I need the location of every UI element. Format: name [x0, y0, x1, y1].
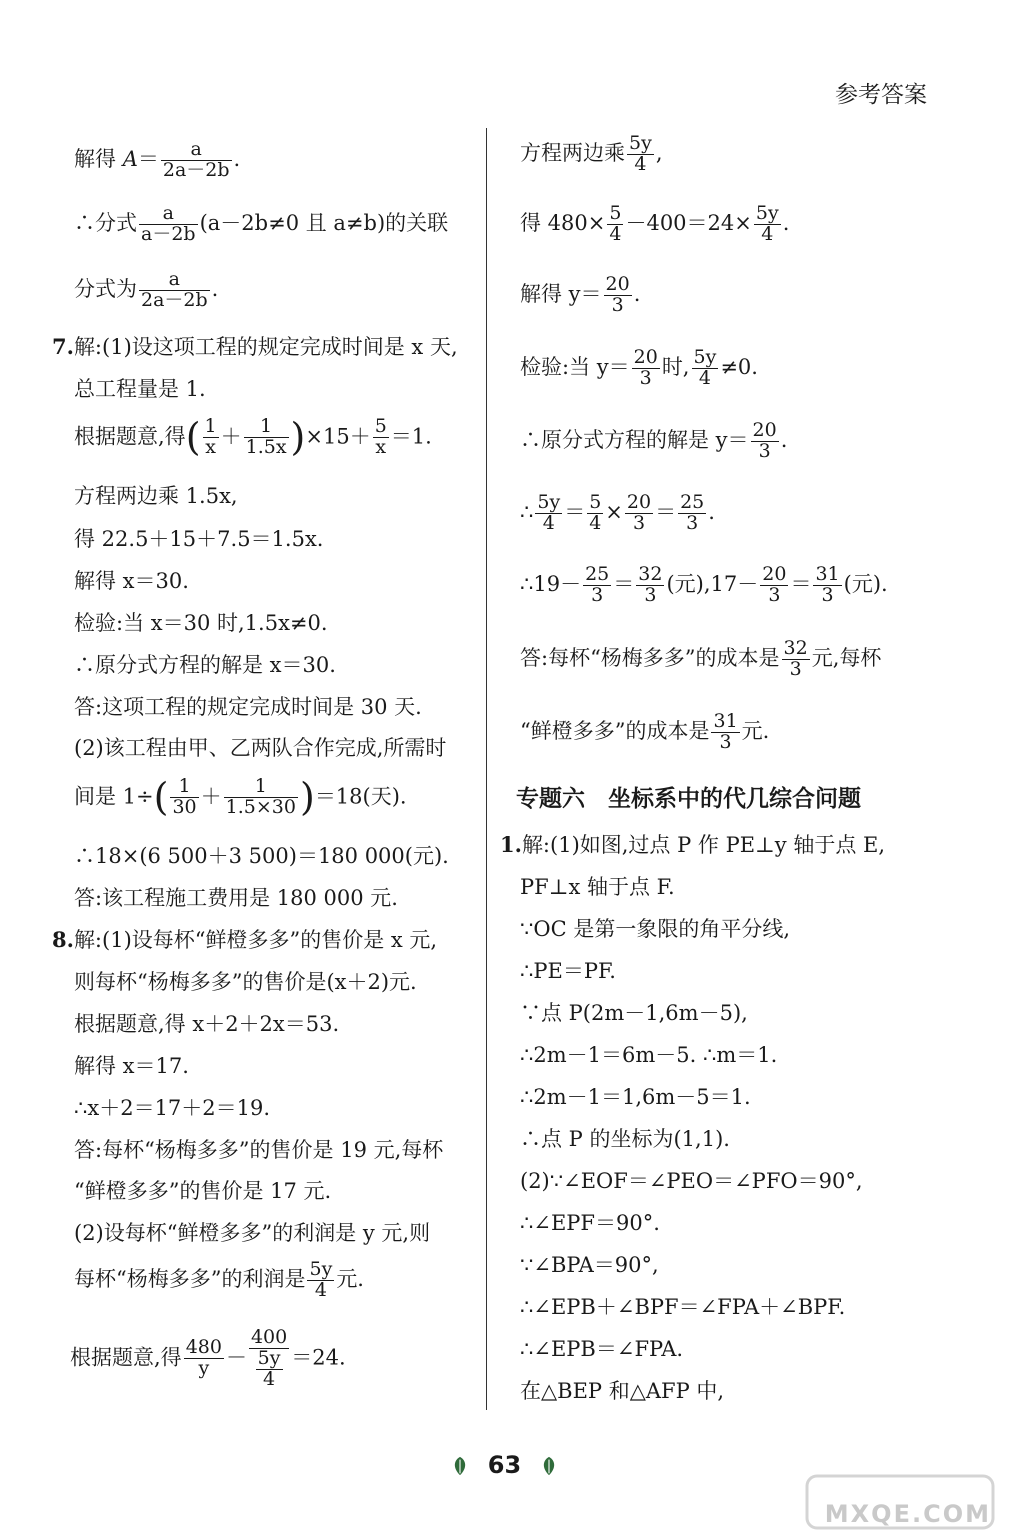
fraction: $\frac{20}{3}$ — [633, 346, 658, 389]
fraction: $\frac{a}{2a-2b}$ — [162, 138, 230, 181]
line-solution-y: ∴原分式方程的解是 y＝ $\frac{20}{3}$ . — [520, 419, 788, 462]
fraction: $\frac{a}{2a-2b}$ — [141, 268, 208, 311]
fraction: $\frac{5}{4}$ — [589, 491, 602, 534]
fraction: $\frac{1}{30}$ — [172, 775, 197, 819]
line-related-fraction: 分式为 $\frac{a}{2a-2b}$ . — [74, 268, 219, 311]
column-divider — [486, 128, 487, 1410]
text-line: ∵∠BPA＝90°, — [520, 1253, 659, 1277]
section-title: 专题六 坐标系中的代几综合问题 — [516, 786, 861, 812]
fraction: $\frac{5y}{4}$ — [309, 1258, 333, 1301]
page-header-title: 参考答案 — [835, 82, 927, 108]
text-line: 方程两边乘 1.5x, — [74, 484, 238, 508]
fraction: $\frac{32}{3}$ — [638, 563, 663, 606]
page-number: 63 — [487, 1451, 522, 1479]
text-line: ∴∠EPB＋∠BPF＝∠FPA＋∠BPF. — [520, 1295, 846, 1319]
text-line: 解得 x＝17. — [74, 1054, 189, 1078]
line-compute-cost: ∴19－ $\frac{25}{3}$ ＝ $\frac{32}{3}$ (元),17－ $\frac{20}{3}$ ＝ $\frac{31}{3}$ (元). — [520, 563, 888, 606]
text-line: 则每杯“杨梅多多”的售价是(x＋2)元. — [74, 970, 417, 994]
fraction: $\frac{5y}{4}$ — [629, 132, 652, 175]
text-line: ∴PE＝PF. — [520, 959, 616, 983]
text-line: ∴∠EPB＝∠FPA. — [520, 1337, 684, 1361]
fraction: $\frac{a}{a-2b}$ — [141, 202, 196, 245]
fraction: $\frac{5y}{4}$ — [257, 1346, 281, 1390]
text-line: “鲜橙多多”的售价是 17 元. — [74, 1179, 332, 1203]
line-profit-yangmei: 每杯“杨梅多多”的利润是 $\frac{5y}{4}$ 元. — [74, 1258, 364, 1301]
text-line: PF⊥x 轴于点 F. — [520, 875, 675, 899]
text-line: ∴∠EPF＝90°. — [520, 1211, 660, 1235]
fraction: $\frac{1}{1.5x}$ — [245, 415, 287, 459]
text-line: ∵点 P(2m－1,6m－5), — [520, 1001, 748, 1025]
text-line: ∴点 P 的坐标为(1,1). — [520, 1127, 730, 1151]
question-7: 7.解:(1)设这项工程的规定完成时间是 x 天, — [52, 334, 458, 359]
fraction: $\frac{5}{x}$ — [374, 415, 387, 459]
fraction: $\frac{5}{4}$ — [609, 202, 622, 245]
fraction: $\frac{20}{3}$ — [752, 419, 777, 462]
fraction: $\frac{25}{3}$ — [680, 491, 705, 534]
fraction: $\frac{1}{1.5\times 30}$ — [225, 775, 296, 819]
text-line: ∴2m－1＝1,6m－5＝1. — [520, 1085, 751, 1109]
line-answer-cost-2: “鲜橙多多”的成本是 $\frac{31}{3}$ 元. — [520, 710, 770, 753]
text-line: 答:每杯“杨梅多多”的售价是 19 元,每杯 — [74, 1138, 444, 1162]
line-fraction-relation: ∴分式 $\frac{a}{a-2b}$ (a－2b≠0 且 a≠b)的关联 — [74, 202, 449, 245]
watermark-text: MXQE.COM — [824, 1500, 991, 1528]
complex-fraction: $\frac{400}{\frac{5y}{4}}$ — [250, 1326, 288, 1390]
text-line: 检验:当 x＝30 时,1.5x≠0. — [74, 611, 328, 635]
text-line: 得 22.5＋15＋7.5＝1.5x. — [74, 527, 324, 551]
fraction: $\frac{480}{y}$ — [185, 1336, 222, 1380]
fraction: $\frac{25}{3}$ — [585, 563, 610, 606]
text-line: ∵OC 是第一象限的角平分线, — [520, 917, 790, 941]
question-8: 8.解:(1)设每杯“鲜橙多多”的售价是 x 元, — [52, 927, 438, 952]
fraction: $\frac{20}{3}$ — [762, 563, 787, 606]
text-line: 解得 x＝30. — [74, 569, 189, 593]
fraction: $\frac{5y}{4}$ — [755, 202, 779, 245]
fraction: $\frac{31}{3}$ — [815, 563, 840, 606]
line-solve-y: 解得 y＝ $\frac{20}{3}$ . — [520, 273, 641, 316]
text-line: 在△BEP 和△AFP 中, — [520, 1379, 725, 1403]
fraction: $\frac{31}{3}$ — [713, 710, 738, 753]
line-solve-A: 解得 A＝ $\frac{a}{2a-2b}$ . — [74, 138, 241, 181]
fraction: $\frac{5y}{4}$ — [537, 491, 561, 534]
line-get-equation: 得 480× $\frac{5}{4}$ －400＝24× $\frac{5y}{4}$ . — [520, 202, 790, 245]
question-1: 1.解:(1)如图,过点 P 作 PE⊥y 轴于点 E, — [500, 832, 886, 857]
text-line: ∴18×(6 500＋3 500)＝180 000(元). — [74, 844, 449, 868]
text-line: 答:该工程施工费用是 180 000 元. — [74, 886, 398, 910]
leaf-icon — [449, 1455, 471, 1477]
fraction: $\frac{20}{3}$ — [626, 491, 652, 534]
text-line: ∴x＋2＝17＋2＝19. — [74, 1096, 271, 1120]
line-compute-profit: ∴ $\frac{5y}{4}$ ＝ $\frac{5}{4}$ × $\frac{20}{3}$ ＝ $\frac{25}{3}$ . — [520, 491, 715, 534]
text-line: 总工程量是 1. — [74, 377, 206, 401]
leaf-icon — [538, 1455, 560, 1477]
text-line: ∴2m－1＝6m－5. ∴m＝1. — [520, 1043, 778, 1067]
text-line: (2)∵∠EOF＝∠PEO＝∠PFO＝90°, — [520, 1169, 863, 1193]
fraction: $\frac{5y}{4}$ — [693, 346, 717, 389]
text-line: 根据题意,得 x＋2＋2x＝53. — [74, 1012, 340, 1036]
fraction: $\frac{1}{x}$ — [204, 415, 217, 459]
text-line: 答:这项工程的规定完成时间是 30 天. — [74, 695, 422, 719]
line-multiply-both: 方程两边乘 $\frac{5y}{4}$ , — [520, 132, 663, 175]
text-line: (2)设每杯“鲜橙多多”的利润是 y 元,则 — [74, 1221, 431, 1245]
line-equation-7: 根据题意,得( $\frac{1}{x}$ ＋ $\frac{1}{1.5x}$ )×15＋ $\frac{5}{x}$ ＝1. — [74, 415, 432, 459]
fraction: $\frac{20}{3}$ — [605, 273, 630, 316]
fraction: $\frac{32}{3}$ — [783, 637, 808, 680]
line-answer-cost-1: 答:每杯“杨梅多多”的成本是 $\frac{32}{3}$ 元,每杯 — [520, 637, 882, 680]
text-line: (2)该工程由甲、乙两队合作完成,所需时 — [74, 736, 447, 760]
line-cooperation-time: 间是 1÷( $\frac{1}{30}$ ＋ $\frac{1}{1.5\times 30}$ )＝18(天). — [74, 775, 407, 819]
line-check-y: 检验:当 y＝ $\frac{20}{3}$ 时, $\frac{5y}{4}$ ≠0. — [520, 346, 758, 389]
text-line: ∴原分式方程的解是 x＝30. — [74, 653, 336, 677]
line-equation-8: 根据题意,得 $\frac{480}{y}$ － $\frac{400}{\frac{5y}{4}}$ ＝24. — [70, 1326, 346, 1390]
